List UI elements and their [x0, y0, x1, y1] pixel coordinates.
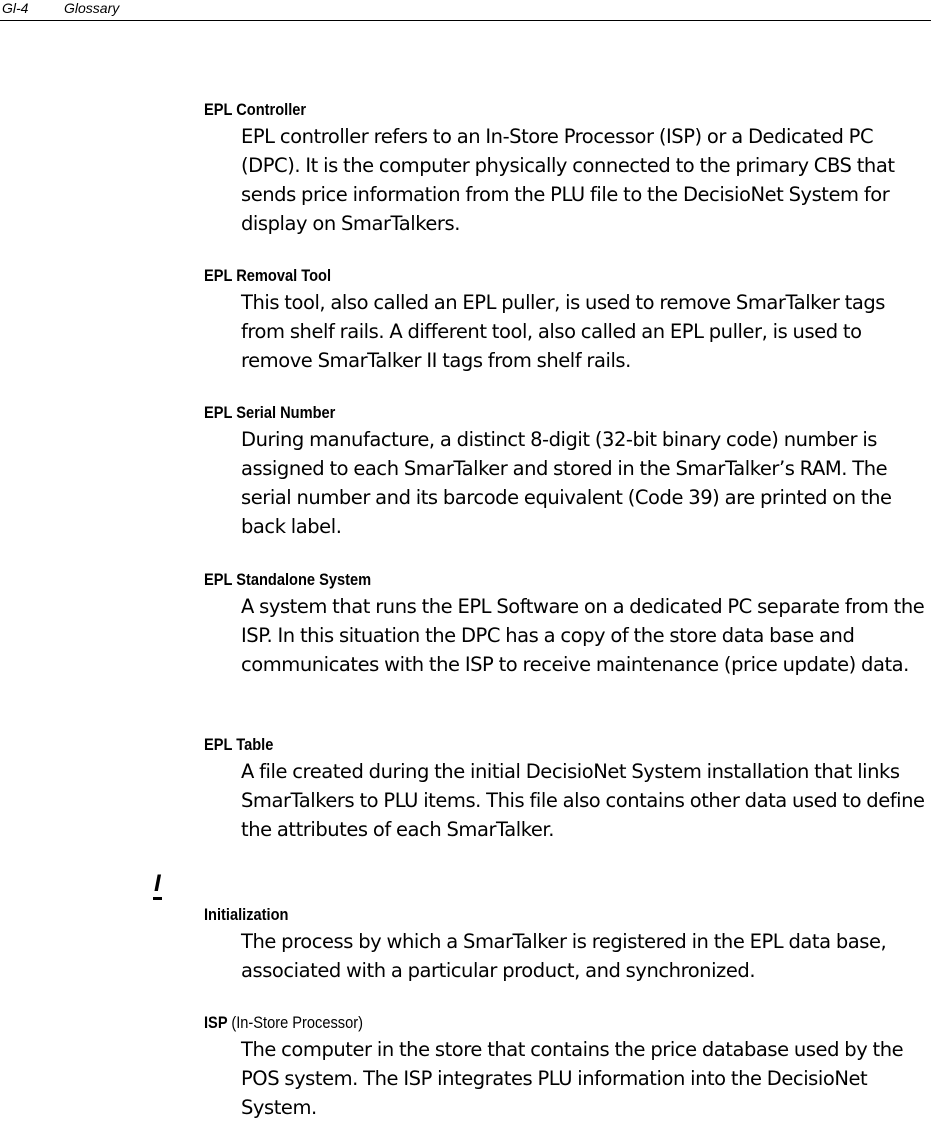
glossary-term: EPL Controller: [204, 100, 307, 119]
glossary-definition: EPL controller refers to an In-Store Processor (ISP) or a Dedicated PC (DPC). It is the computer physically connected to the primary CBS that sends price information from the PLU file to the DecisioNet System for display on SmarTalkers.: [241, 125, 895, 235]
glossary-definition: A file created during the initial DecisioNet System installation that links SmarTalkers to PLU items. This file also contains other data used to define the attributes of each SmarTalker.: [241, 760, 925, 841]
glossary-term: EPL Standalone System: [204, 570, 372, 589]
glossary-definition: During manufacture, a distinct 8-digit (32-bit binary code) number is assigned to each SmarTalker and stored in the SmarTalker’s RAM. The serial number and its barcode equivalent (Code 39) are printed on the back label.: [241, 428, 892, 538]
page-number: Gl-4: [2, 0, 29, 16]
glossary-entry: [204, 904, 924, 985]
glossary-term: Initialization: [204, 905, 289, 924]
glossary-term: ISP (In-Store Processor): [204, 1013, 363, 1032]
glossary-definition: This tool, also called an EPL puller, is used to remove SmarTalker tags from shelf rails. A different tool, also called an EPL puller, is used to remove SmarTalker II tags from shelf rails.: [241, 291, 886, 372]
glossary-definition: The computer in the store that contains the price database used by the POS system. The ISP integrates PLU information into the DecisioNet System.: [241, 1038, 904, 1119]
glossary-entry: [204, 734, 924, 844]
section-title: Glossary: [64, 0, 120, 16]
glossary-entry: [204, 265, 924, 375]
glossary-entry: [204, 402, 924, 541]
glossary-term: EPL Table: [204, 735, 274, 754]
letter-section-heading: I: [153, 872, 162, 900]
glossary-term-note: (In-Store Processor): [231, 1013, 363, 1032]
glossary-term: EPL Removal Tool: [204, 266, 332, 285]
page-header: [0, 0, 931, 21]
glossary-entry: [204, 1012, 924, 1122]
glossary-definition: The process by which a SmarTalker is registered in the EPL data base, associated with a particular product, and synchronized.: [241, 930, 887, 982]
glossary-entry: [204, 99, 924, 238]
glossary-entry: [204, 569, 924, 679]
glossary-definition: A system that runs the EPL Software on a dedicated PC separate from the ISP. In this situation the DPC has a copy of the store data base and communicates with the ISP to receive maintenance (price update) data.: [241, 595, 925, 676]
glossary-term: EPL Serial Number: [204, 403, 336, 422]
